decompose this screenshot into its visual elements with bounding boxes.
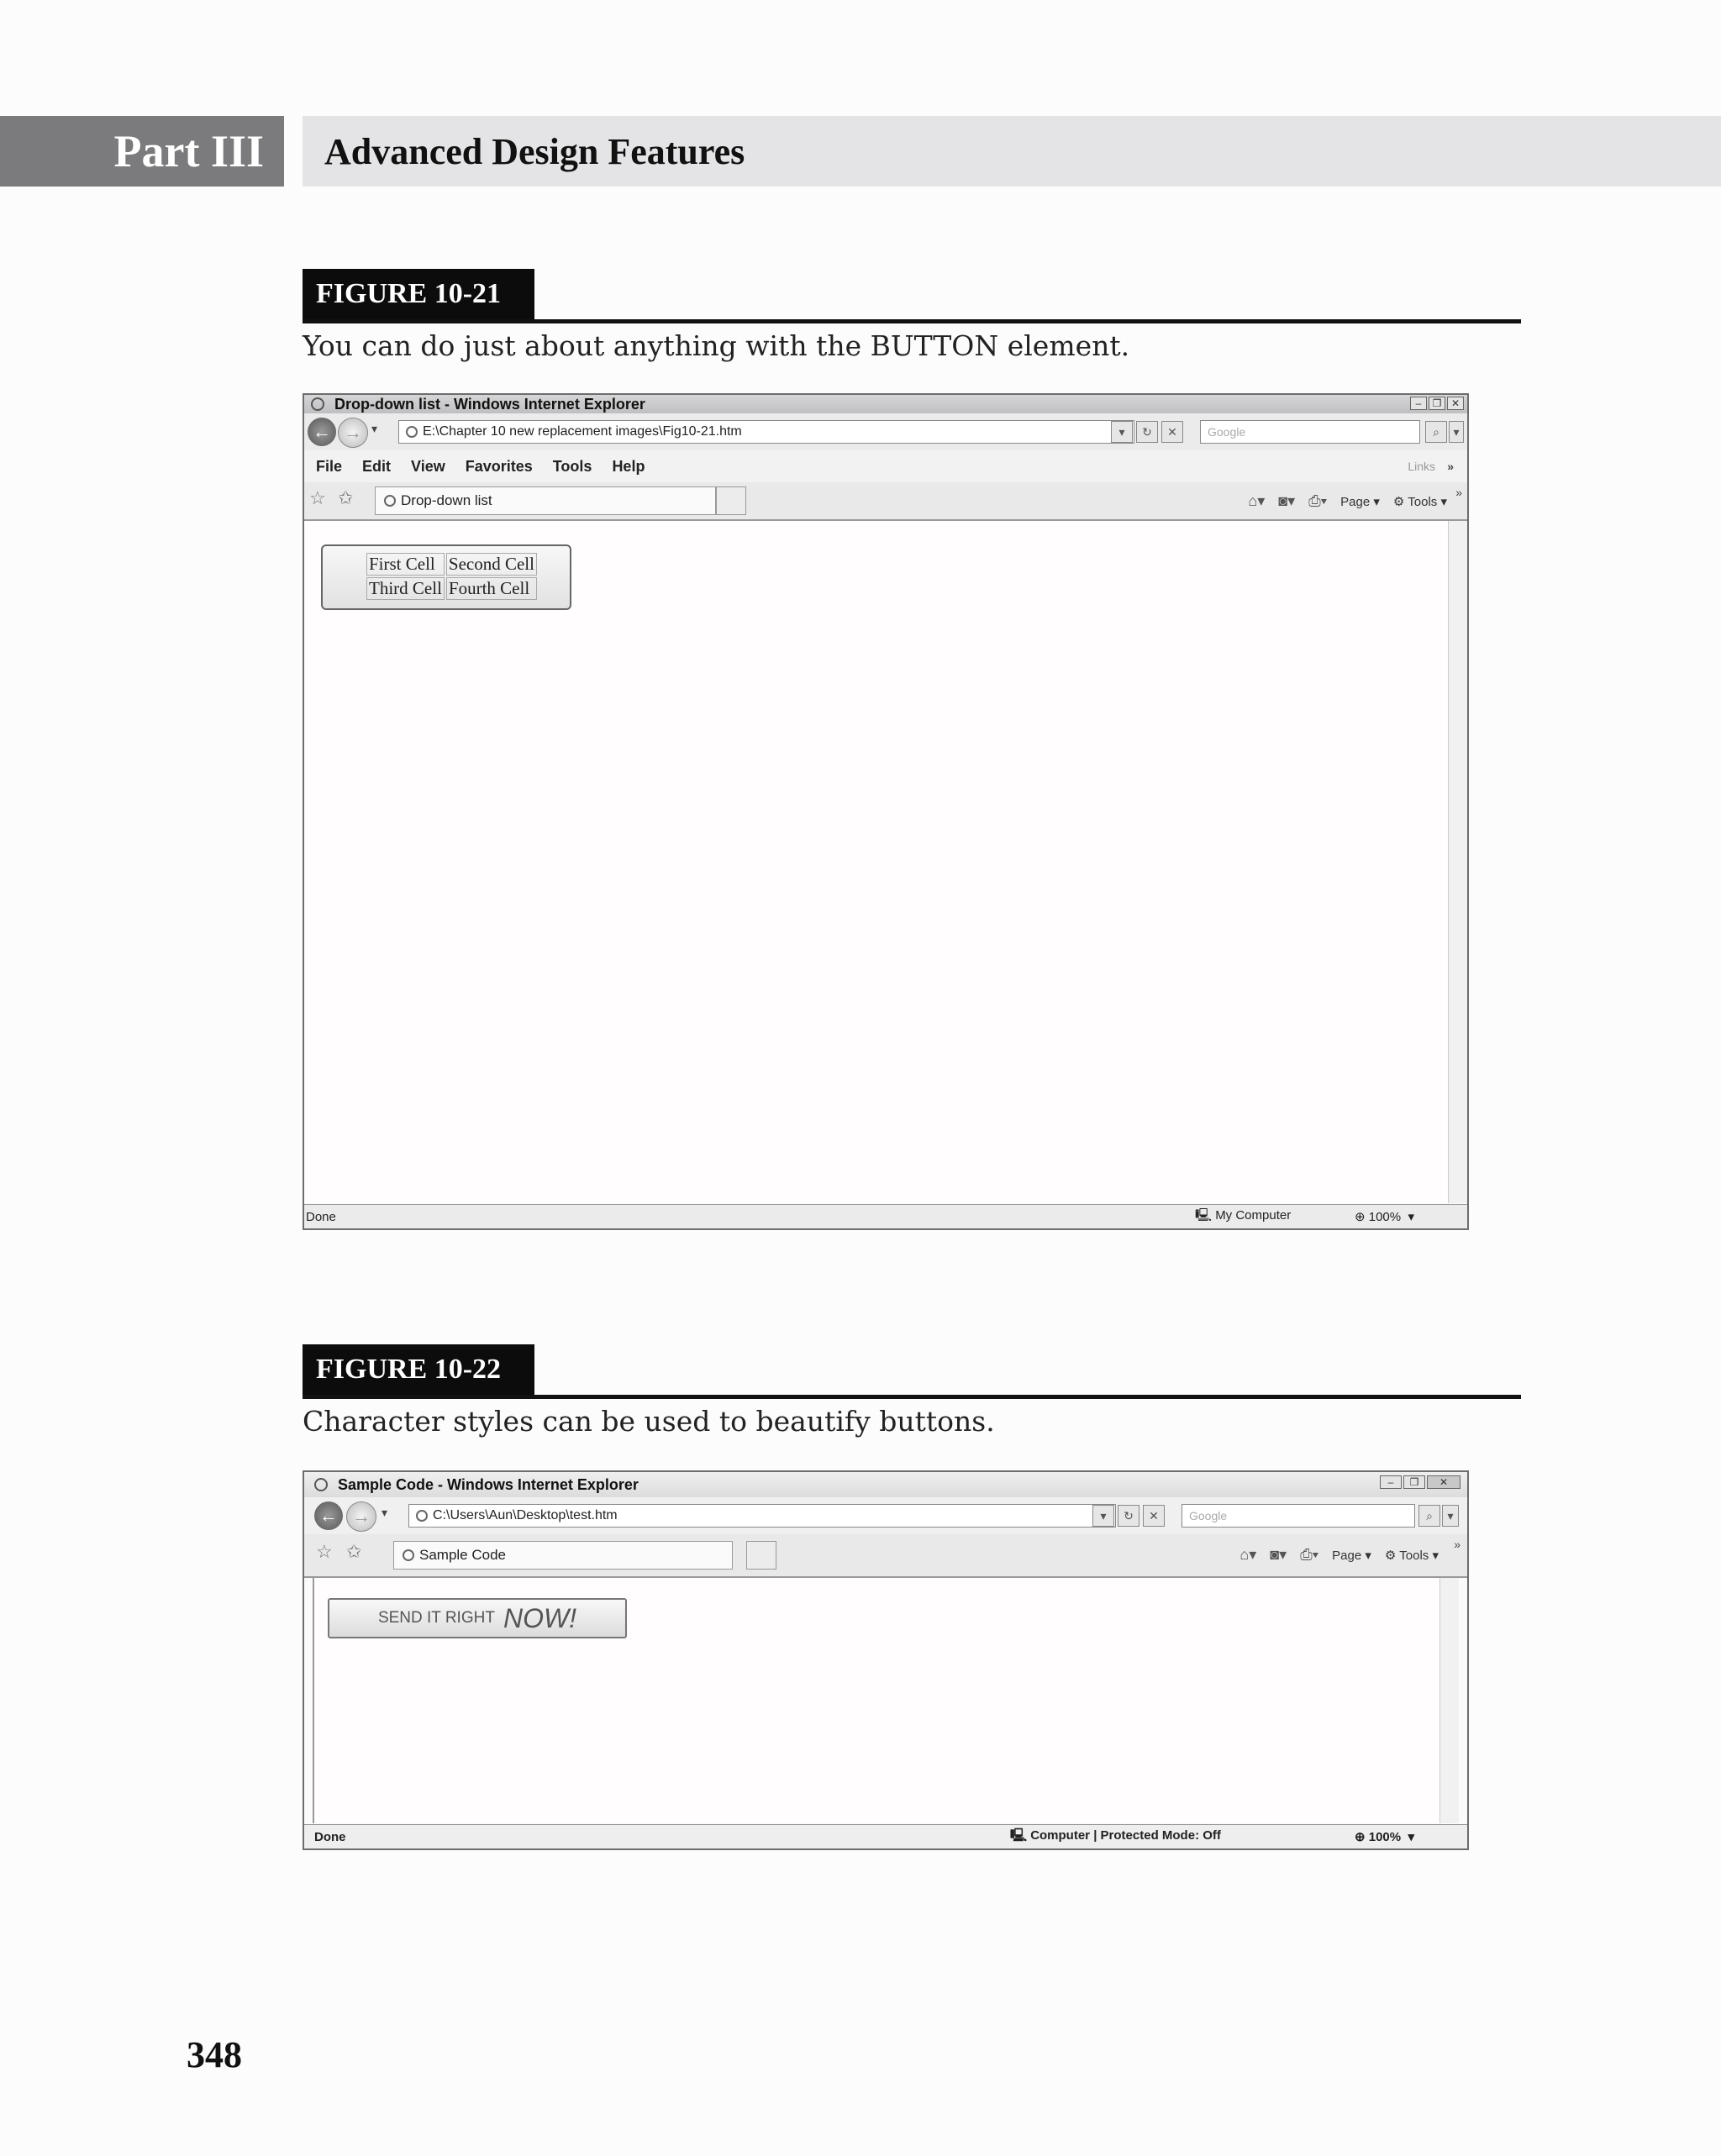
status-bar [304,1204,1467,1228]
status-bar [304,1824,1467,1848]
favorites-star-icon[interactable]: ☆ [309,487,326,508]
ie-icon [311,397,324,411]
refresh-button[interactable]: ↻ [1136,421,1158,443]
tab-active[interactable] [375,486,716,515]
history-dropdown-icon[interactable]: ▾ [371,422,378,435]
address-text: C:\Users\Aun\Desktop\test.htm [433,1508,618,1522]
window-controls [1380,1475,1460,1489]
minimize-icon[interactable]: – [1410,397,1427,410]
close-icon[interactable]: ✕ [1447,397,1464,410]
zoom-level: 100% [1368,1830,1402,1844]
vertical-scrollbar[interactable] [1448,521,1467,1203]
back-button[interactable]: ← [314,1501,343,1530]
zoom-level: 100% [1368,1210,1402,1224]
figure-label-bar [303,269,1521,323]
search-input[interactable]: Google [1200,420,1420,444]
address-text: E:\Chapter 10 new replacement images\Fig10-21.htm [423,424,742,439]
window-title: Drop-down list - Windows Internet Explorer [334,395,645,413]
tools-menu-label: Tools [1399,1548,1429,1563]
forward-button[interactable]: → [346,1501,376,1532]
tools-menu-label: Tools [1408,494,1438,509]
search-icon[interactable]: ⌕ [1418,1505,1440,1527]
search-icon[interactable]: ⌕ [1425,421,1447,443]
menu-view[interactable]: View [411,457,445,475]
feeds-icon[interactable]: ◙▾ [1278,492,1296,509]
security-zone-text: Computer | Protected Mode: Off [1030,1827,1221,1843]
address-bar[interactable] [408,1504,1116,1528]
page-icon [406,426,418,438]
menu-bar [304,450,1467,482]
history-dropdown-icon[interactable]: ▾ [382,1506,388,1519]
window-title: Sample Code - Windows Internet Explorer [338,1475,639,1493]
stop-button[interactable]: ✕ [1161,421,1183,443]
tab-active[interactable] [393,1541,733,1570]
favorites-row [304,482,1467,521]
figure-caption: You can do just about anything with the BUTTON element. [303,329,1130,362]
zoom-control[interactable]: ⊕ 100% ▾ [1355,1210,1414,1224]
add-favorites-icon[interactable]: ✩ [338,487,354,508]
table-cell: Fourth Cell [446,577,537,600]
menu-help[interactable]: Help [612,457,645,475]
zoom-control[interactable]: ⊕ 100% ▾ [1355,1830,1414,1844]
home-icon[interactable]: ⌂▾ [1248,492,1266,509]
new-tab-button[interactable] [716,486,746,515]
more-links-icon[interactable]: » [1447,460,1454,473]
page-icon [416,1510,428,1522]
tools-menu[interactable]: ⚙ Tools ▾ [1392,494,1447,509]
table-cell: First Cell [366,553,445,576]
table-row [366,553,537,576]
title-bar [304,395,1467,413]
menu-file[interactable]: File [316,457,343,475]
status-text: Done [314,1829,346,1844]
page-content [304,521,1467,1203]
search-options-icon[interactable]: ▾ [1442,1505,1459,1527]
stop-button[interactable]: ✕ [1143,1505,1165,1527]
search-input[interactable]: Google [1182,1504,1415,1528]
security-zone-text: My Computer [1215,1207,1292,1223]
menu-tools[interactable]: Tools [552,457,592,475]
print-icon[interactable]: ⎙▾ [1300,1546,1319,1563]
address-row [304,1497,1467,1534]
table-button[interactable] [321,544,571,610]
figure-label-bar [303,1344,1521,1399]
command-bar [1239,1546,1439,1564]
menu-edit[interactable]: Edit [362,457,392,475]
figure-caption: Character styles can be used to beautify buttons. [303,1405,995,1438]
favorites-row [304,1534,1467,1578]
title-bar [304,1472,1467,1497]
page-icon [384,495,396,507]
send-button[interactable] [328,1598,627,1638]
address-bar[interactable] [398,420,1134,444]
page-content [313,1578,1459,1823]
status-text: Done [306,1209,336,1224]
new-tab-button[interactable] [746,1541,776,1570]
table-cell: Second Cell [446,553,537,576]
links-label[interactable]: Links [1408,460,1435,473]
page-menu[interactable]: Page ▾ [1332,1548,1371,1563]
command-bar [1248,492,1447,510]
ie-icon [314,1478,328,1491]
table-cell: Third Cell [366,577,445,600]
feeds-icon[interactable]: ◙▾ [1270,1546,1287,1563]
page-menu[interactable]: Page ▾ [1340,494,1380,509]
address-dropdown-button[interactable]: ▾ [1111,421,1133,443]
menu-favorites[interactable]: Favorites [465,457,533,475]
print-icon[interactable]: ⎙▾ [1308,492,1328,509]
security-zone: 🖳 Computer | Protected Mode: Off [1010,1827,1221,1843]
figure-label: FIGURE 10-21 [303,269,534,319]
add-favorites-icon[interactable]: ✩ [346,1541,362,1562]
home-icon[interactable]: ⌂▾ [1239,1546,1257,1563]
page-number: 348 [187,2034,242,2075]
close-icon[interactable]: ✕ [1427,1475,1460,1489]
restore-icon[interactable]: ❐ [1429,397,1445,410]
tools-menu[interactable]: ⚙ Tools ▾ [1384,1548,1439,1563]
minimize-icon[interactable]: – [1380,1475,1402,1489]
figure-label: FIGURE 10-22 [303,1344,534,1395]
address-row [304,413,1467,450]
vertical-scrollbar[interactable] [1439,1578,1459,1823]
page-icon [403,1549,414,1561]
button-inner-table [365,551,539,602]
security-zone: 🖳 My Computer [1195,1207,1292,1223]
tab-title: Sample Code [419,1547,507,1563]
address-dropdown-button[interactable]: ▾ [1092,1505,1114,1527]
forward-button[interactable]: → [338,418,368,448]
favorites-star-icon[interactable]: ☆ [316,1541,333,1562]
restore-icon[interactable]: ❐ [1403,1475,1425,1489]
more-commands-icon[interactable]: » [1454,1538,1460,1551]
page-menu-label: Page [1340,494,1371,509]
part-label: Part III [0,116,284,187]
refresh-button[interactable]: ↻ [1118,1505,1139,1527]
tab-title: Drop-down list [401,492,492,508]
button-styled-text: NOW! [503,1602,577,1633]
button-plain-text: SEND IT RIGHT [377,1609,495,1627]
back-button[interactable]: ← [308,418,336,446]
search-options-icon[interactable]: ▾ [1449,421,1464,443]
chapter-title: Advanced Design Features [303,116,1721,187]
more-commands-icon[interactable]: » [1455,486,1462,499]
browser-window-fig-22 [303,1470,1469,1850]
window-controls [1410,397,1464,410]
page-menu-label: Page [1332,1548,1362,1563]
table-row [366,577,537,600]
browser-window-fig-21 [303,393,1469,1230]
